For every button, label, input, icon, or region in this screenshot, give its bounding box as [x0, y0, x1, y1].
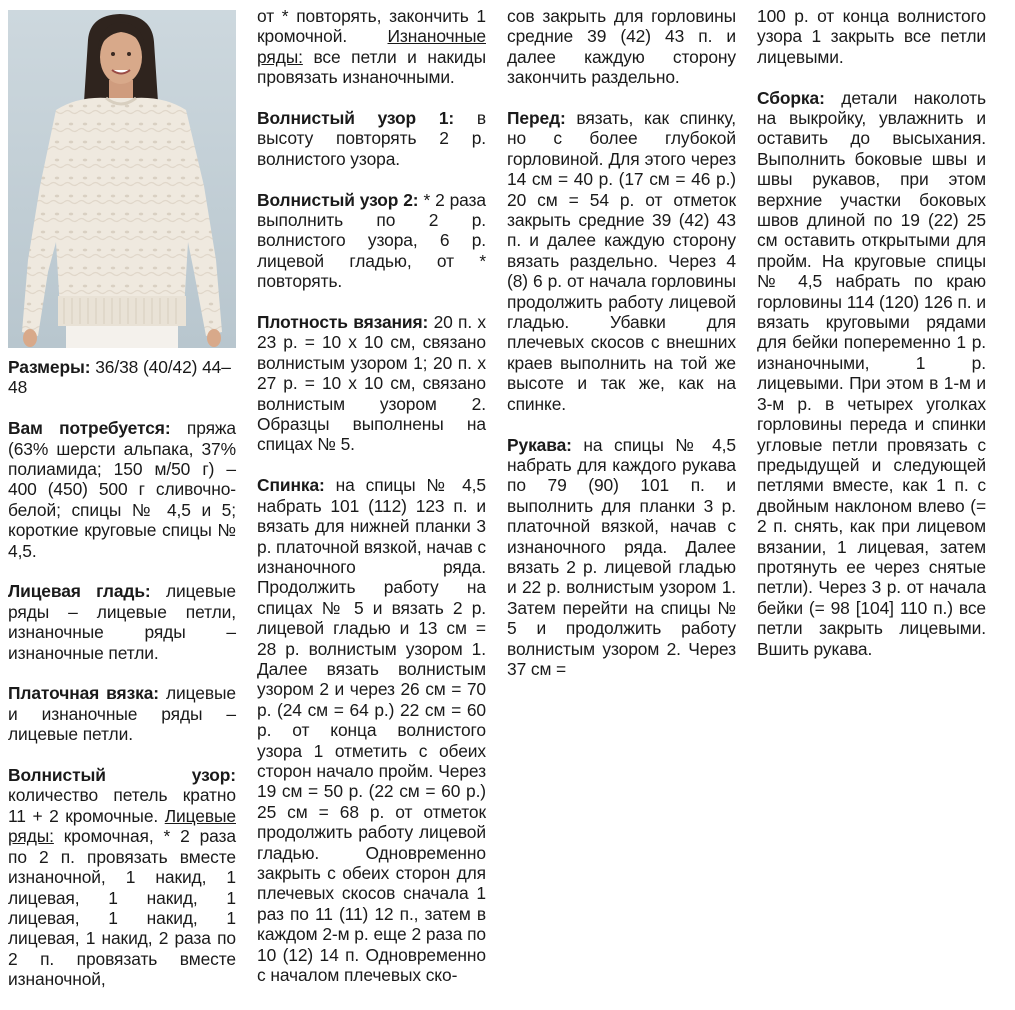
- back-label: Спинка:: [257, 475, 325, 496]
- gauge-text: 20 п. х 23 р. = 10 х 10 см, связано волнистым узором 1; 20 п. х 27 р. = 10 х 10 см, связано волнистым узором 2. Образцы выполнены на спицах № 5.: [257, 312, 486, 455]
- column-4: [757, 6, 986, 679]
- column-1: [8, 357, 236, 1010]
- wave2-text: * 2 раза выполнить по 2 р. волнистого узора, 6 р. лицевой гладью, от * повторять.: [257, 189, 486, 292]
- sleeves-text: на спицы № 4,5 набрать для каждого рукава по 79 (90) 101 п. и выполнить для планки 3 р. платочной вязкой, начав с изнаночного ряда. Далее вязать 2 р. лицевой гладью и 22 р. волнистым узором 1. Затем перейти на спицы № 5 и продолжить работу волнистым узором 2. Через 37 см =: [507, 434, 736, 679]
- wave-pattern-text: количество петель кратно 11 + 2 кромочные.: [8, 785, 236, 826]
- sleeves-paragraph: [507, 435, 736, 680]
- back-text: на спицы № 4,5 набрать 101 (112) 123 п. и вязать для нижней планки 3 р. платочной вязкой, начав с изнаночного ряда. Продолжить работу на спицах № 5 и вязать 2 р. лицевой гладью и 13 см = 28 р. волнистым узором 1. Далее вязать волнистым узором 2 и через 26 см = 70 р. (24 см = 64 р.) 22 см = 60 р. от конца волнистого узора 1 отметить с обеих сторон начало пройм. Через 19 см = 50 р. (22 см = 60 р.) 25 см = 68 р. от отметок продолжить работу лицевой гладью. Одновременно закрыть с обеих сторон для плечевых скосов сначала 1 раз по 11 (11) 12 п., затем в каждом 2-м р. еще 2 раза по 10 (12) 14 п. Одновременно с началом плечевых ско-: [257, 475, 487, 986]
- wave1-text: в высоту повторять 2 р. волнистого узора.: [257, 108, 486, 169]
- right-side-rows-label: Лицевые ряды:: [8, 805, 236, 847]
- wave-pattern-rows-text: кромочная, * 2 раза по 2 п. провязать вместе изнаночной, 1 накид, 1 лицевая, 1 накид, 1 лицевая, 1 накид, 1 лицевая, 1 накид, 2 раза по 2 п. провязать вместе изнаночной,: [8, 826, 236, 990]
- materials-label: Вам потребуется:: [8, 418, 171, 439]
- wrong-side-rows-label: Изнаночные ряды:: [257, 26, 486, 67]
- stockinette-label: Лицевая гладь:: [8, 581, 151, 602]
- gauge-paragraph: [257, 312, 486, 455]
- materials-paragraph: [8, 418, 236, 561]
- assembly-text: детали наколоть на выкройку, увлажнить и оставить до высыхания. Выполнить боковые швы и швы рукавов, при этом верхние участки боковых швов длиной по 19 (22) 25 см оставить открытыми для пройм. На круговые спицы № 4,5 набрать по краю горловины 114 (120) 126 п. и вязать круговыми рядами для бейки попеременно 1 р. изнаночными, 1 р. лицевыми. При этом в 1-м и 3-м р. в четырех уголках горловины переда и спинки угловые петли провязать с предыдущей и следующей петлями вместе, как 1 п. с двойным наклоном влево (= 2 п. снять, как при лицевом вязании, 1 лицевая, затем протянуть ее через снятые петли). Через 3 р. от начала бейки (= 98 [104] 110 п.) все петли закрыть лицевыми. Вшить рукава.: [757, 87, 986, 659]
- sleeves-continued-text: 100 р. от конца волнистого узора 1 закрыть все петли лицевыми.: [757, 6, 986, 67]
- wave2-paragraph: [257, 190, 486, 292]
- wave2-label: Волнистый узор 2:: [257, 189, 419, 210]
- gauge-label: Плотность вязания:: [257, 312, 429, 333]
- column-3: [507, 6, 736, 700]
- wave-continued-text: от * повторять, закончить 1 кромочной.: [257, 6, 486, 47]
- sizes-text: 36/38 (40/42) 44–48: [8, 357, 231, 398]
- back-paragraph: [257, 475, 486, 985]
- stockinette-text: лицевые ряды – лицевые петли, изнаночные ряды – изнаночные петли.: [8, 581, 236, 663]
- assembly-label: Сборка:: [757, 87, 825, 108]
- wave1-paragraph: [257, 108, 486, 169]
- wave1-label: Волнистый узор 1:: [257, 108, 455, 129]
- sizes-paragraph: [8, 357, 236, 398]
- wave-pattern-label: Волнистый узор:: [8, 765, 236, 786]
- garter-text: лицевые и изнаночные ряды – лицевые петли.: [8, 683, 236, 745]
- wave-pattern-continued: [257, 6, 486, 88]
- wrong-side-rows-text: все петли и накиды провязать изнаночными.: [257, 46, 486, 88]
- column-2: [257, 6, 486, 1006]
- assembly-paragraph: [757, 88, 986, 659]
- wave-pattern-paragraph: [8, 765, 236, 989]
- front-paragraph: [507, 108, 736, 414]
- garter-label: Платочная вязка:: [8, 683, 160, 704]
- materials-text: пряжа (63% шерсти альпака, 37% полиамида; 150 м/50 г) – 400 (450) 500 г сливочно-белой; спицы № 4,5 и 5; короткие круговые спицы № 4,5.: [8, 418, 236, 561]
- garter-paragraph: [8, 683, 236, 744]
- sleeves-label: Рукава:: [507, 434, 572, 455]
- back-continued-text: сов закрыть для горловины средние 39 (42) 43 п. и далее каждую сторону закончить раздельно.: [507, 6, 736, 88]
- sleeves-continued-paragraph: [757, 6, 986, 67]
- stockinette-paragraph: [8, 581, 236, 663]
- model-photo: [8, 10, 236, 348]
- sizes-label: Размеры:: [8, 357, 91, 377]
- front-text: вязать, как спинку, но с более глубокой горловиной. Для этого через 14 см = 40 р. (17 см = 46 р.) 20 см = 54 р. от отметок закрыть средние 39 (42) 43 п. и далее каждую сторону вязать раздельно. Через 4 (8) 6 р. от начала горловины продолжить работу лицевой гладью. Убавки для плечевых скосов с внешних краев выполнить на той же высоте и так же, как на спинке.: [507, 108, 736, 414]
- back-continued-paragraph: [507, 6, 736, 88]
- front-label: Перед:: [507, 108, 566, 129]
- model-photo-icon: [8, 10, 236, 348]
